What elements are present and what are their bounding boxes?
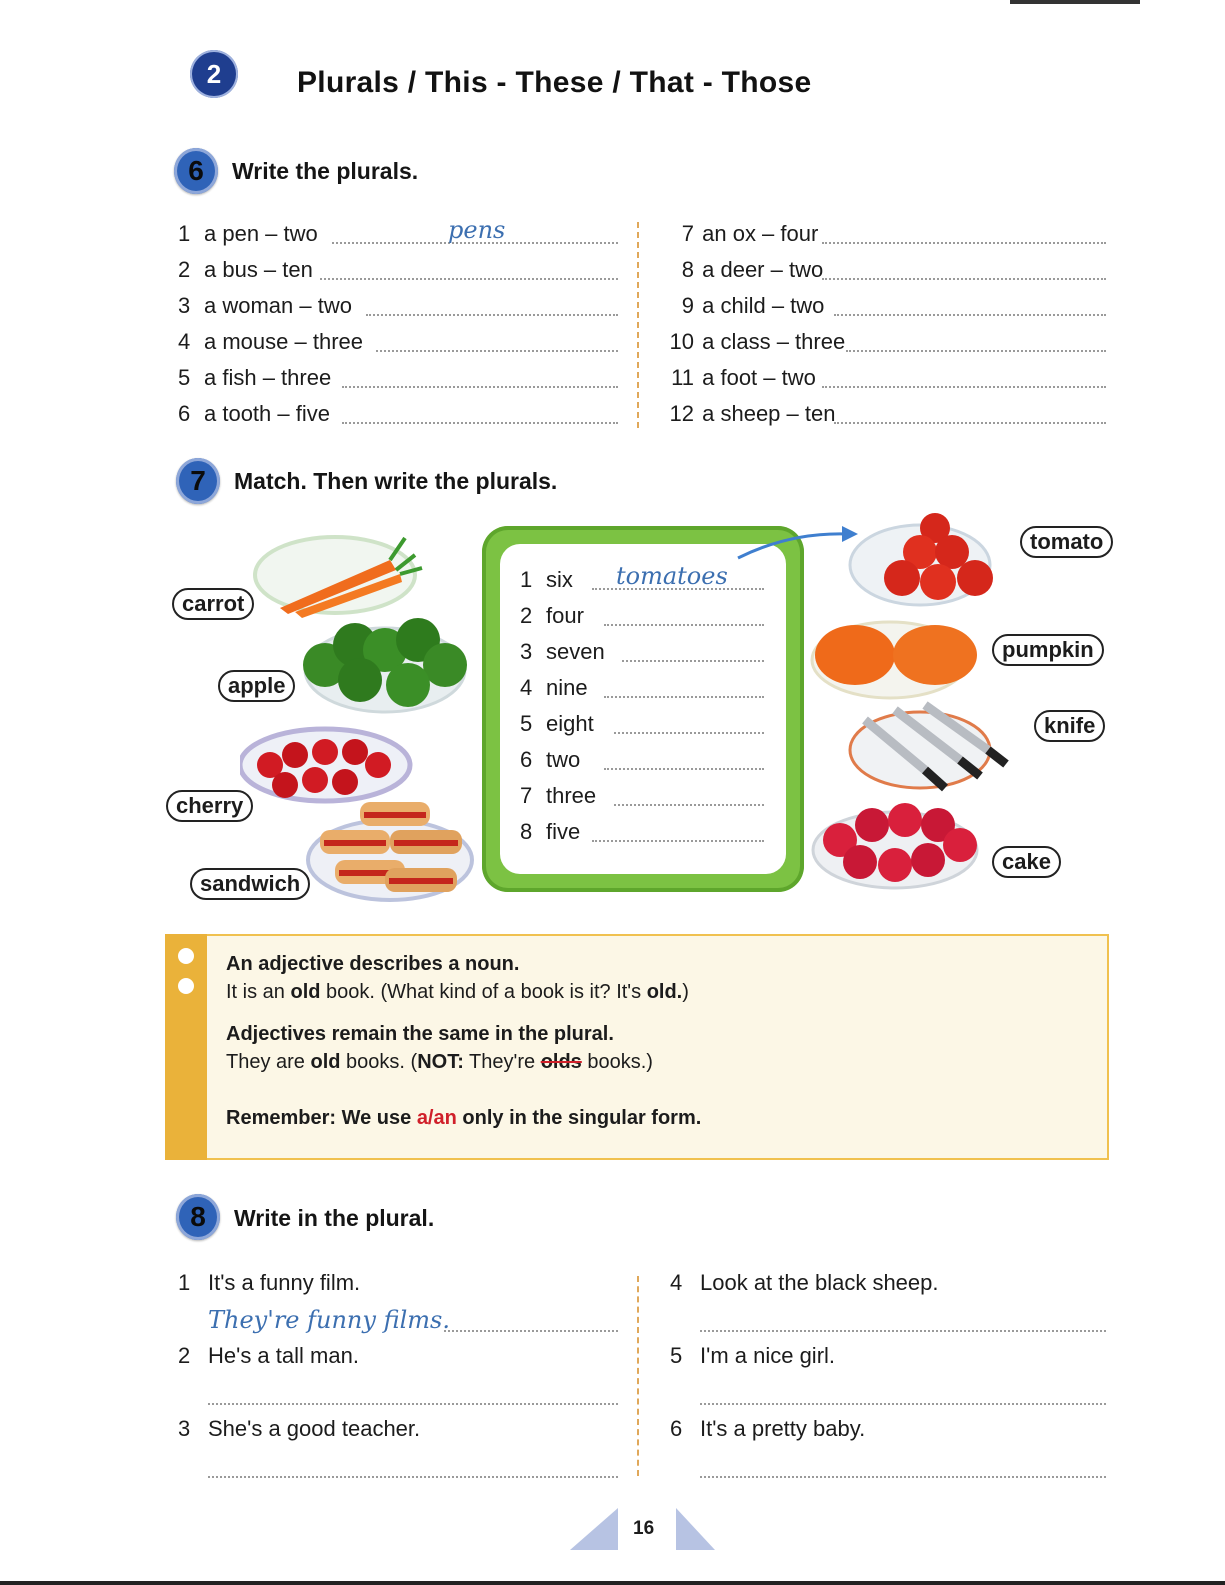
unit-number-badge: 2 — [190, 50, 238, 98]
word-tag-cake: cake — [992, 846, 1061, 878]
knife-image — [850, 705, 1006, 788]
answer-text: tomatoes — [616, 562, 728, 590]
matching-list — [520, 562, 764, 850]
answer-line[interactable] — [700, 1330, 1106, 1332]
answer-line[interactable] — [614, 804, 764, 806]
list-item: 5 a fish – three — [178, 360, 618, 396]
cake-plate-image — [813, 803, 977, 888]
exercise-6-left-list — [178, 216, 618, 432]
pumpkin-plate-image — [812, 622, 977, 698]
unit-title: Plurals / This - These / That - Those — [297, 66, 812, 99]
word-tag-apple: apple — [218, 670, 295, 702]
list-item: 4 nine — [520, 670, 764, 706]
exercise-7-title: Match. Then write the plurals. — [234, 468, 558, 494]
word-tag-knife: knife — [1034, 710, 1105, 742]
page-number: 16 — [633, 1518, 655, 1539]
grammar-heading-1: An adjective describes a noun. — [226, 953, 520, 975]
grammar-bullet — [178, 978, 194, 994]
answer-line[interactable] — [366, 314, 618, 316]
word-tag-cherry: cherry — [166, 790, 253, 822]
list-item: 6 a tooth – five — [178, 396, 618, 432]
list-item: 5 eight — [520, 706, 764, 742]
word-tag-tomato: tomato — [1020, 526, 1113, 558]
answer-line[interactable] — [834, 422, 1106, 424]
grammar-box-side-bar — [165, 934, 207, 1160]
sandwich-plate-image — [308, 802, 472, 900]
list-item: 8 five — [520, 814, 764, 850]
carrot-plate-image — [255, 537, 422, 618]
list-item: 1 a pen – two pens — [178, 216, 618, 252]
word-tag-carrot: carrot — [172, 588, 254, 620]
answer-line[interactable] — [822, 242, 1106, 244]
bottom-rule — [0, 1581, 1225, 1585]
answer-line[interactable] — [320, 278, 618, 280]
exercise-6-title: Write the plurals. — [232, 158, 419, 184]
answer-line[interactable] — [604, 768, 764, 770]
column-divider — [637, 222, 639, 428]
cherry-plate-image — [240, 729, 410, 801]
top-rule — [1010, 0, 1140, 4]
tomato-plate-image — [850, 513, 993, 605]
grammar-text — [226, 950, 1086, 1132]
food-illustrations-right — [810, 510, 1010, 900]
list-item: 1 It's a funny film. They're funny films. — [178, 1270, 618, 1343]
answer-line[interactable] — [846, 350, 1106, 352]
word-tag-sandwich: sandwich — [190, 868, 310, 900]
list-item: 2 four — [520, 598, 764, 634]
answer-line[interactable] — [834, 314, 1106, 316]
list-item: 9 a child – two — [658, 288, 1106, 324]
exercise-6-badge: 6 — [174, 148, 218, 194]
answer-line[interactable] — [700, 1476, 1106, 1478]
answer-text: They're funny films. — [208, 1306, 450, 1334]
list-item: 4 Look at the black sheep. — [670, 1270, 1106, 1343]
exercise-8-left-list — [178, 1270, 618, 1489]
answer-line[interactable] — [614, 732, 764, 734]
answer-line[interactable] — [208, 1476, 618, 1478]
list-item: 2 He's a tall man. — [178, 1343, 618, 1416]
grammar-line-1: It is an old book. (What kind of a book is it? It's old.) — [226, 981, 689, 1003]
exercise-8-badge: 8 — [176, 1194, 220, 1240]
answer-line[interactable] — [822, 278, 1106, 280]
answer-line[interactable] — [822, 386, 1106, 388]
apple-plate-image — [303, 618, 467, 712]
grammar-bullet — [178, 948, 194, 964]
column-divider — [637, 1276, 639, 1476]
list-item: 3 seven — [520, 634, 764, 670]
list-item: 6 It's a pretty baby. — [670, 1416, 1106, 1489]
grammar-line-2: They are old books. (NOT: They're olds books.) — [226, 1051, 653, 1073]
exercise-8-title: Write in the plural. — [234, 1205, 435, 1231]
list-item: 10 a class – three — [658, 324, 1106, 360]
answer-line[interactable] — [376, 350, 618, 352]
list-item: 4 a mouse – three — [178, 324, 618, 360]
list-item: 3 a woman – two — [178, 288, 618, 324]
answer-line[interactable] — [592, 840, 764, 842]
list-item: 7 three — [520, 778, 764, 814]
word-tag-pumpkin: pumpkin — [992, 634, 1104, 666]
answer-line[interactable] — [622, 660, 764, 662]
exercise-8-right-list — [670, 1270, 1106, 1489]
list-item: 2 a bus – ten — [178, 252, 618, 288]
answer-line[interactable] — [700, 1403, 1106, 1405]
grammar-remember: Remember: We use a/an only in the singular form. — [226, 1107, 702, 1129]
answer-line[interactable] — [604, 696, 764, 698]
answer-text: pens — [448, 216, 506, 244]
exercise-7-badge: 7 — [176, 458, 220, 504]
list-item: 6 two — [520, 742, 764, 778]
answer-line[interactable] — [342, 386, 618, 388]
grammar-heading-2: Adjectives remain the same in the plural. — [226, 1023, 614, 1045]
list-item: 1 six tomatoes — [520, 562, 764, 598]
answer-line[interactable] — [208, 1403, 618, 1405]
list-item: 5 I'm a nice girl. — [670, 1343, 1106, 1416]
list-item: 7 an ox – four — [658, 216, 1106, 252]
food-illustrations-left — [240, 530, 490, 910]
list-item: 11 a foot – two — [658, 360, 1106, 396]
list-item: 3 She's a good teacher. — [178, 1416, 618, 1489]
answer-line[interactable] — [604, 624, 764, 626]
list-item: 8 a deer – two — [658, 252, 1106, 288]
answer-line[interactable] — [342, 422, 618, 424]
list-item: 12 a sheep – ten — [658, 396, 1106, 432]
exercise-6-right-list — [658, 216, 1106, 432]
answer-line[interactable] — [444, 1330, 618, 1332]
